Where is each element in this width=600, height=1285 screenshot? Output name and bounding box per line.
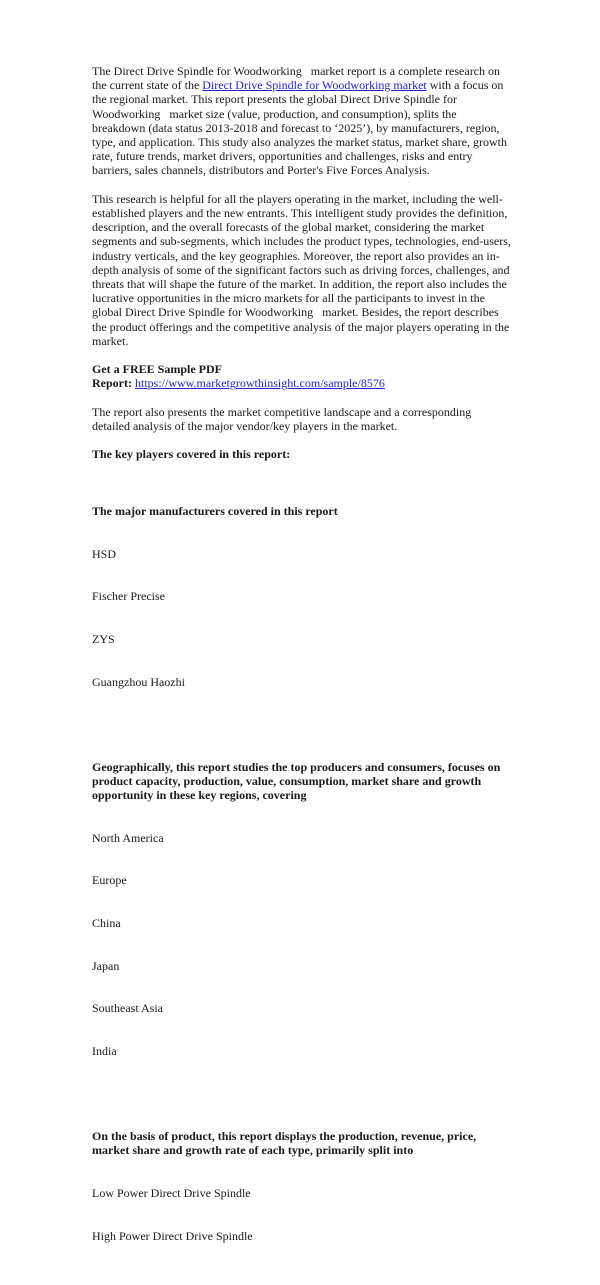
manufacturers-heading: The major manufacturers covered in this report [92, 504, 338, 519]
list-item: HSD [92, 546, 117, 561]
list-item: Fischer Precise [92, 589, 165, 604]
product-types-heading: On the basis of product, this report displays the production, revenue, price, market share and growth rate of each type, primarily split into [92, 1129, 480, 1158]
list-item: Guangzhou Haozhi [92, 674, 185, 689]
intro-text-before-link: The Direct Drive Spindle for Woodworking market report is a complete research on the current state of the [92, 64, 504, 93]
product-types-section [92, 1101, 512, 1271]
research-paragraph: This research is helpful for all the players operating in the market, including the well-established players and the new entrants. This intelligent study provides the definition, description, and the overall forecasts of the global market, considering the market segments and sub-segments, which includes the product types, technologies, end-users, industry verticals, and the key geographies. Moreover, the report also provides an in-depth analysis of some of the significant factors such as driving forces, challenges, and threats that will shape the future of the market. In addition, the report also includes the lucrative opportunities in the micro markets for all the participants to invest in the global Direct Drive Spindle for Woodworking market. Besides, the report describes the product offerings and the competitive analysis of the major players operating in the market. [92, 191, 514, 348]
sample-pdf-label-line2: Report: [92, 376, 135, 391]
report-document [92, 64, 512, 1285]
intro-text-after-link: with a focus on the regional market. This report presents the global Direct Drive Spindle for Woodworking market size (value, production, and consumption), splits the breakdown (data status 2013-2018 and forecast to ‘2025’), by manufacturers, region, type, and application. This study also analyzes the market status, market share, growth rate, future trends, market drivers, opportunities and challenges, risks and entry barriers, sales channels, distributors and Porter's Five Forces Analysis. [92, 78, 511, 178]
list-item: Low Power Direct Drive Spindle [92, 1185, 251, 1200]
sample-pdf-label-line1: Get a FREE Sample PDF [92, 362, 222, 377]
intro-paragraph [92, 64, 512, 178]
key-players-heading: The key players covered in this report: [92, 447, 291, 462]
market-report-link[interactable]: Direct Drive Spindle for Woodworking market [202, 78, 427, 93]
list-item: ZYS [92, 632, 115, 647]
regions-heading: Geographically, this report studies the top producers and consumers, focuses on product capacity, production, value, consumption, market share and growth opportunity in these key regions, covering [92, 759, 504, 803]
landscape-paragraph: The report also presents the market competitive landscape and a corresponding detailed analysis of the major vendor/key players in the market. [92, 404, 475, 434]
list-item: North America [92, 830, 164, 845]
list-item: India [92, 1043, 117, 1058]
sample-pdf-block [92, 362, 512, 390]
list-item: Europe [92, 873, 127, 888]
list-item: Southeast Asia [92, 1001, 163, 1016]
list-item: China [92, 916, 121, 931]
regions-section [92, 731, 512, 1086]
manufacturers-section [92, 476, 512, 717]
sample-pdf-url-link[interactable]: https://www.marketgrowthinsight.com/sample/8576 [134, 376, 385, 391]
list-item: High Power Direct Drive Spindle [92, 1228, 253, 1243]
list-item: Japan [92, 958, 120, 973]
